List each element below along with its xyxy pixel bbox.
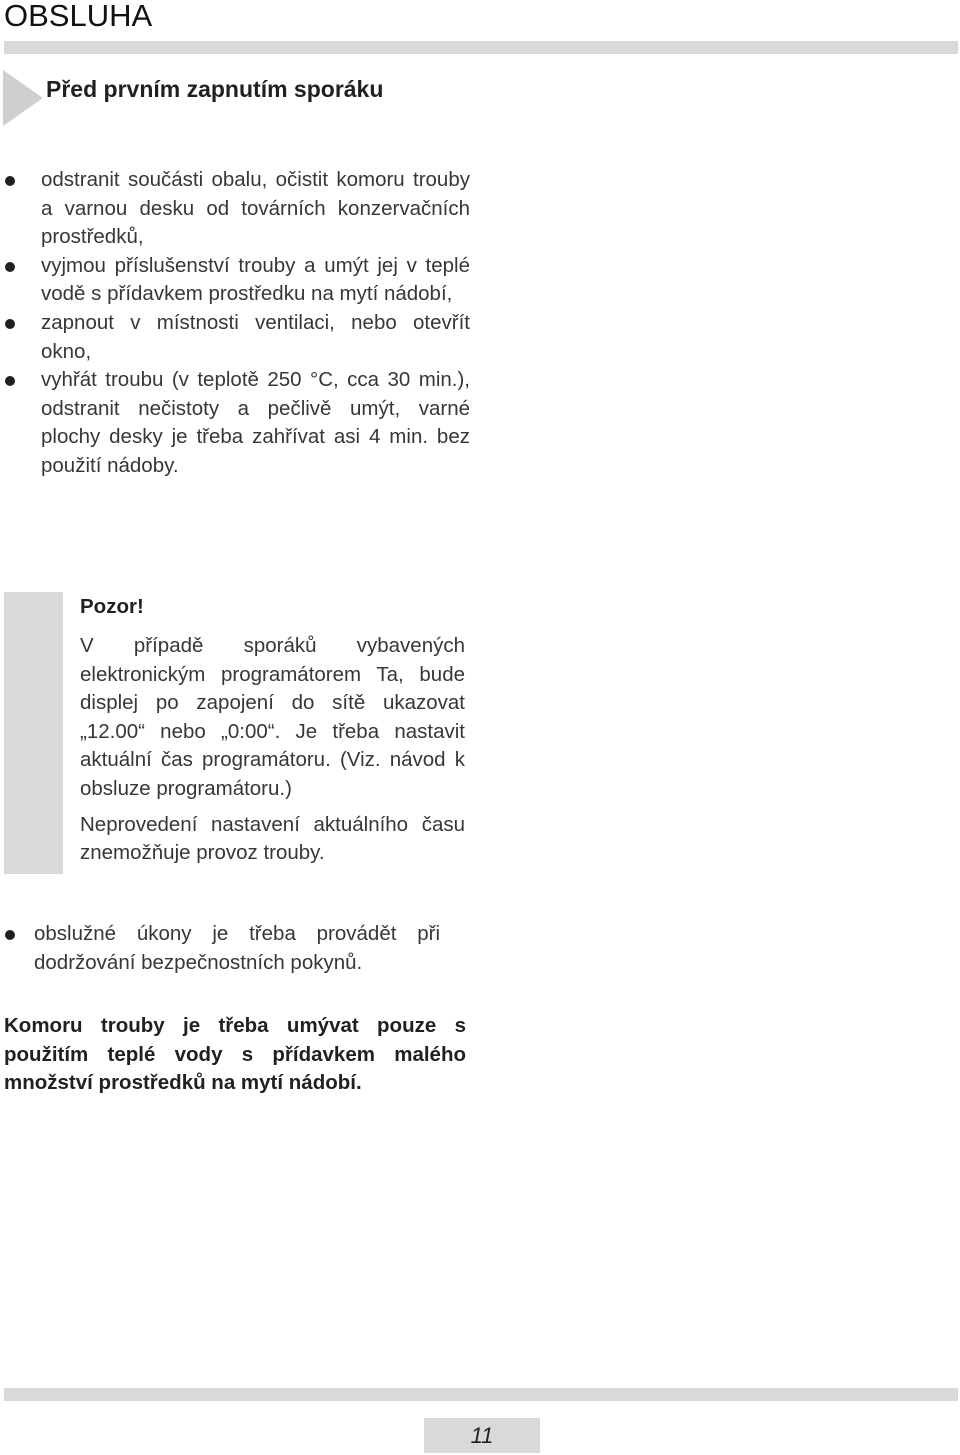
caution-note bbox=[80, 593, 465, 868]
note-side-bar bbox=[4, 592, 63, 874]
bullet-icon bbox=[5, 930, 15, 940]
list-item: zapnout v místnosti ventilaci, nebo otevřít okno, bbox=[0, 309, 470, 366]
page-number-box bbox=[424, 1418, 540, 1453]
bullet-icon bbox=[5, 262, 15, 272]
note-body: V případě sporáků vybavených elektronickým programátorem Ta, bude displej po zapojení do sítě ukazovat „12.00“ nebo „0:00“. Je třeba nastavit aktuální čas programátoru. (Viz. návod k obsluze programátoru.) bbox=[80, 634, 465, 800]
header-divider bbox=[4, 41, 958, 54]
bullet-icon bbox=[5, 176, 15, 186]
list-item: odstranit součásti obalu, očistit komoru trouby a varnou desku od továrních konzervačních prostředků, bbox=[0, 166, 470, 252]
safety-list bbox=[0, 920, 440, 977]
footer-divider bbox=[4, 1388, 958, 1401]
steps-list bbox=[0, 166, 470, 481]
list-item: vyjmou příslušenství trouby a umýt jej v teplé vodě s přídavkem prostředku na mytí nádobí, bbox=[0, 252, 470, 309]
section-arrow-icon bbox=[3, 70, 43, 126]
note-tail: Neprovedení nastavení aktuálního času znemožňuje provoz trouby. bbox=[80, 812, 465, 865]
list-item: obslužné úkony je třeba provádět při dodržování bezpečnostních pokynů. bbox=[0, 920, 440, 977]
note-title: Pozor! bbox=[80, 595, 144, 618]
bullet-icon bbox=[5, 319, 15, 329]
list-item: vyhřát troubu (v teplotě 250 °C, cca 30 min.), odstranit nečistoty a pečlivě umýt, varné plochy desky je třeba zahřívat asi 4 min. bez použití nádoby. bbox=[0, 366, 470, 480]
bullet-icon bbox=[5, 376, 15, 386]
subheading: Před prvním zapnutím sporáku bbox=[46, 76, 384, 102]
section-title: OBSLUHA bbox=[4, 0, 153, 33]
cleaning-warning: Komoru trouby je třeba umývat pouze s použitím teplé vody s přídavkem malého množství prostředků na mytí nádobí. bbox=[4, 1014, 466, 1095]
page-number: 11 bbox=[470, 1423, 494, 1448]
